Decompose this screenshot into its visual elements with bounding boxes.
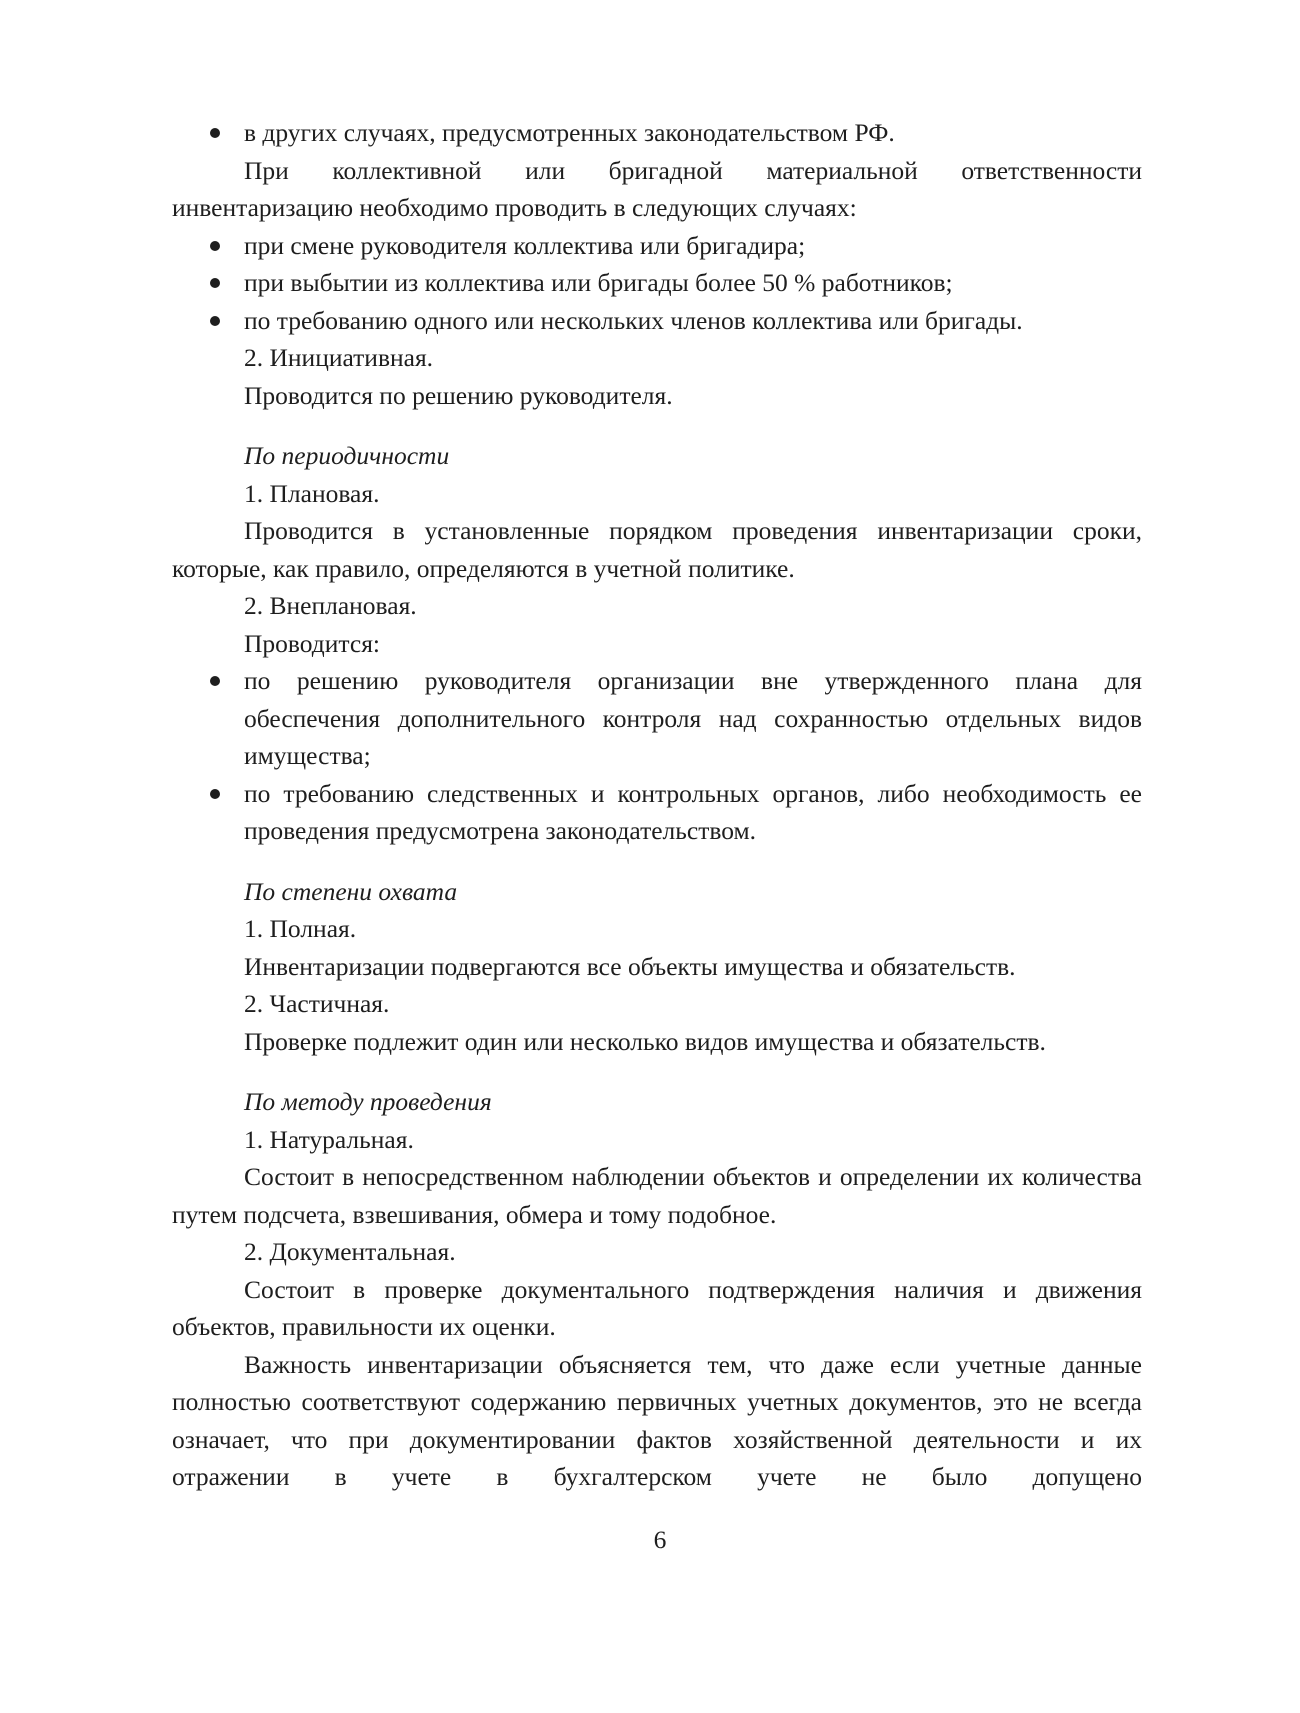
initiative-title: 2. Инициативная. — [244, 343, 434, 372]
bullet-item — [172, 302, 1142, 340]
full-title: 1. Полная. — [244, 914, 357, 943]
collective-intro: При коллективной или бригадной материальной ответственности инвентаризацию необходимо проводить в следующих случаях: — [172, 155, 1142, 222]
bullet-icon — [210, 241, 220, 251]
bullet-text: по требованию следственных и контрольных органов, либо необходимость ее проведения предусмотрена законодательством. — [244, 778, 1142, 845]
partial-title: 2. Частичная. — [244, 989, 390, 1018]
bullet-item — [172, 227, 1142, 265]
bullet-icon — [210, 789, 220, 799]
bullet-item — [172, 775, 1142, 850]
unplanned-intro: Проводится: — [244, 628, 381, 658]
importance-paragraph: Важность инвентаризации объясняется тем, что даже если учетные данные полностью соответствуют содержанию первичных учетных документов, это не всегда означает, что при документировании фактов хозяйственной деятельности и их отражении в учете в бухгалтерском учете не было допущено — [172, 1349, 1142, 1491]
bullet-item — [172, 662, 1142, 775]
documentary-text: Состоит в проверке документального подтверждения наличия и движения объектов, правильности их оценки. — [172, 1274, 1142, 1341]
full-text: Инвентаризации подвергаются все объекты имущества и обязательств. — [244, 951, 1016, 981]
bullet-text: при смене руководителя коллектива или бригадира; — [244, 230, 806, 260]
section-heading-periodicity: По периодичности — [244, 441, 450, 470]
planned-title: 1. Плановая. — [244, 478, 380, 508]
page-number: 6 — [653, 1525, 667, 1554]
bullet-text: в других случаях, предусмотренных законодательством РФ. — [244, 118, 895, 147]
bullet-text: по решению руководителя организации вне утвержденного плана для обеспечения дополнительного контроля над сохранностью отдельных видов имущества; — [244, 666, 1142, 770]
partial-text: Проверке подлежит один или несколько видов имущества и обязательств. — [244, 1026, 1046, 1056]
bullet-item — [172, 264, 1142, 302]
planned-text: Проводится в установленные порядком проведения инвентаризации сроки, которые, как правило, определяются в учетной политике. — [172, 516, 1142, 583]
natural-text: Состоит в непосредственном наблюдении объектов и определении их количества путем подсчета, взвешивания, обмера и тому подобное. — [172, 1162, 1142, 1229]
section-heading-method: По методу проведения — [244, 1087, 492, 1116]
bullet-text: при выбытии из коллектива или бригады более 50 % работников; — [244, 268, 953, 297]
initiative-text: Проводится по решению руководителя. — [244, 380, 673, 410]
bullet-icon — [210, 316, 220, 326]
bullet-text: по требованию одного или нескольких членов коллектива или бригады. — [244, 305, 1023, 335]
unplanned-title: 2. Внеплановая. — [244, 591, 417, 620]
bullet-item — [172, 114, 1142, 152]
bullet-icon — [210, 676, 220, 686]
bullet-icon — [210, 278, 220, 288]
document-page — [172, 114, 1142, 1496]
bullet-icon — [210, 128, 220, 138]
documentary-title: 2. Документальная. — [244, 1237, 456, 1266]
natural-title: 1. Натуральная. — [244, 1124, 414, 1154]
section-heading-coverage: По степени охвата — [244, 876, 458, 906]
